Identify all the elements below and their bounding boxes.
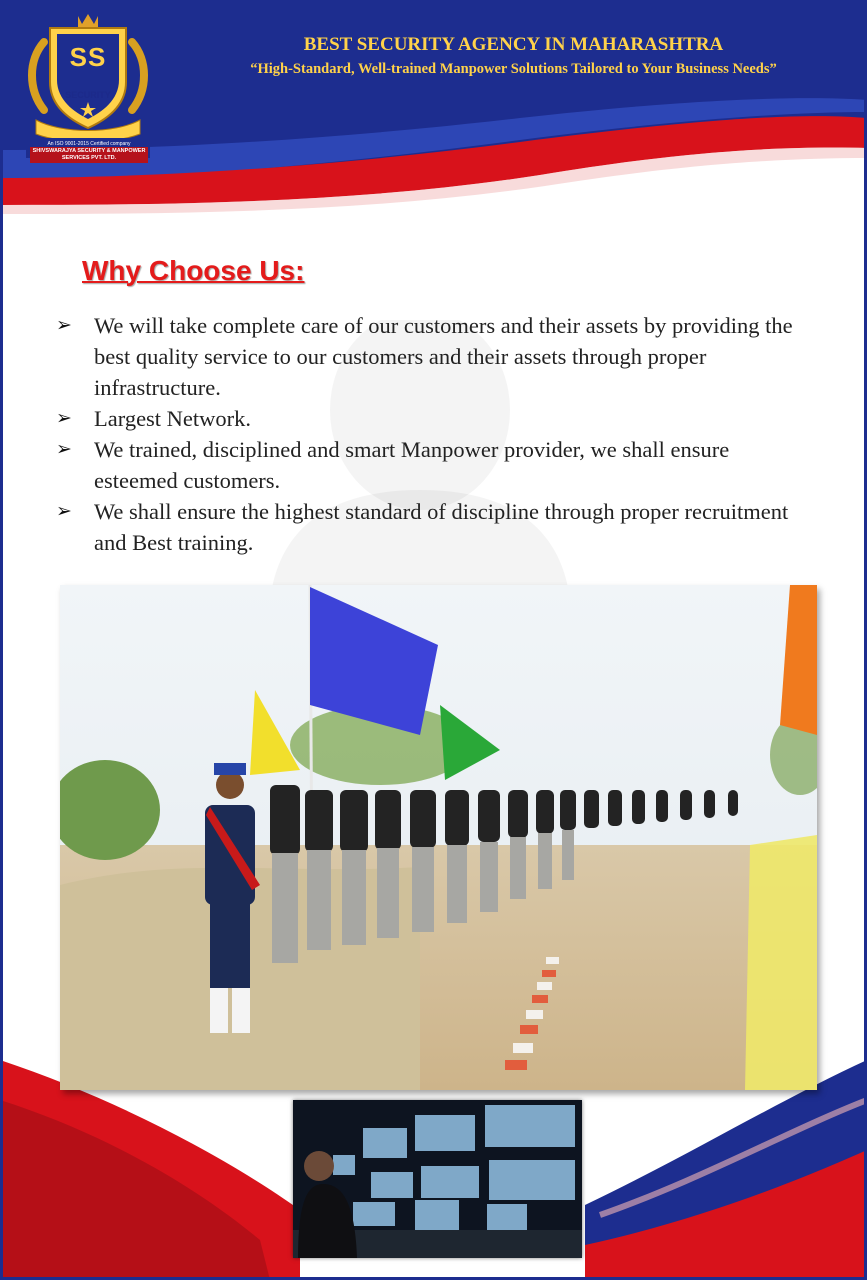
arrow-bullet-icon: ➢ [56,439,72,460]
list-item-text: Largest Network. [94,406,252,431]
logo-label: SECURITY [65,90,111,100]
list-item [56,434,816,496]
arrow-bullet-icon: ➢ [56,501,72,522]
logo-certification: An ISO 9001-2015 Certified company [47,141,131,147]
list-item [56,310,816,403]
feature-list [56,310,816,558]
company-logo [22,12,154,161]
header-title: BEST SECURITY AGENCY IN MAHARASHTRA [303,34,724,55]
list-item [56,496,816,558]
list-item-text: We shall ensure the highest standard of discipline through proper recruitment and Best training. [94,499,789,555]
control-room-photo [293,1100,582,1258]
logo-initials: SS [69,42,107,72]
arrow-bullet-icon: ➢ [56,408,72,429]
section-heading: Why Choose Us: [82,255,305,286]
parade-photo [60,585,817,1090]
list-item [56,403,816,434]
arrow-bullet-icon: ➢ [56,315,72,336]
header-tagline: “High-Standard, Well-trained Manpower Solutions Tailored to Your Business Needs” [250,61,777,77]
list-item-text: We will take complete care of our customers and their assets by providing the best quality service to our customers and their assets through proper infrastructure. [94,313,793,400]
logo-company-name: SHIVSWARAJYA SECURITY & MANPOWER SERVICES PVT. LTD. [30,147,148,163]
list-item-text: We trained, disciplined and smart Manpower provider, we shall ensure esteemed customers. [94,437,730,493]
